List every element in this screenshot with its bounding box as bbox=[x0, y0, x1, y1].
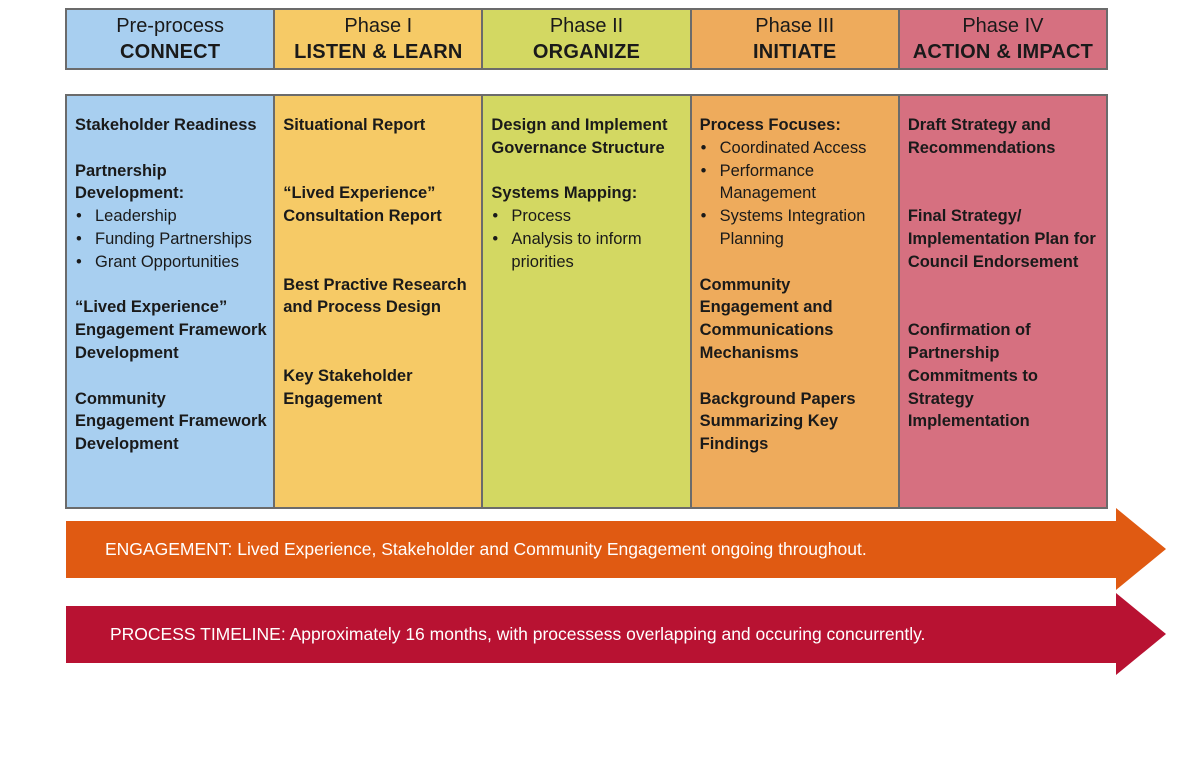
bullet-item: • Process bbox=[491, 205, 683, 228]
phase-content-row bbox=[65, 94, 1108, 509]
header-phase-1 bbox=[275, 10, 483, 68]
header-phase-name: LISTEN & LEARN bbox=[294, 41, 463, 63]
content-phase-4 bbox=[900, 96, 1106, 507]
content-block bbox=[908, 114, 1100, 160]
block-title: Stakeholder Readiness bbox=[75, 116, 257, 134]
content-block bbox=[700, 114, 892, 251]
content-block bbox=[491, 182, 683, 273]
engagement-text: ENGAGEMENT: Lived Experience, Stakeholder and Community Engagement ongoing throughout. bbox=[105, 538, 867, 559]
header-preprocess bbox=[67, 10, 275, 68]
block-title: Design and Implement Governance Structure bbox=[491, 116, 668, 157]
content-preprocess bbox=[67, 96, 275, 507]
block-title: “Lived Experience” Consultation Report bbox=[283, 184, 442, 226]
content-block bbox=[283, 182, 475, 228]
content-block bbox=[700, 274, 892, 365]
block-title: Community Engagement Framework Development bbox=[75, 389, 267, 454]
block-title: Systems Mapping: bbox=[491, 184, 638, 203]
header-phase-name: ORGANIZE bbox=[532, 41, 641, 63]
timeline-arrow bbox=[66, 593, 1166, 675]
block-title: Key Stakeholder Engagement bbox=[283, 366, 413, 408]
phase-header-row bbox=[65, 8, 1108, 70]
content-block bbox=[75, 160, 267, 274]
header-phase-label: Phase I bbox=[344, 15, 413, 37]
content-block bbox=[283, 365, 475, 411]
header-phase-label: Pre-process bbox=[116, 15, 224, 37]
content-block bbox=[75, 114, 267, 137]
bullet-item: • Funding Partnerships bbox=[75, 228, 267, 251]
bullet-item: • Systems Integration Planning bbox=[700, 205, 892, 251]
block-title: Confirmation of Partnership Commitments to Strategy Implementation bbox=[907, 321, 1038, 431]
content-block bbox=[283, 274, 475, 320]
bullet-item: • Performance Management bbox=[700, 160, 892, 206]
bullet-item: • Coordinated Access bbox=[700, 137, 892, 160]
header-phase-label: Phase III bbox=[755, 15, 835, 37]
block-title: Process Focuses: bbox=[699, 116, 841, 134]
header-phase-label: Phase IV bbox=[962, 15, 1044, 37]
content-block bbox=[908, 205, 1100, 273]
block-title: Best Practive Research and Process Design bbox=[283, 275, 467, 317]
header-phase-name: CONNECT bbox=[119, 41, 221, 63]
header-phase-4 bbox=[900, 10, 1106, 68]
bullet-list bbox=[75, 205, 267, 273]
block-title: Background Papers Summarizing Key Findings bbox=[699, 389, 856, 454]
block-title: Final Strategy/ Implementation Plan for Council Endorsement bbox=[907, 207, 1096, 271]
header-phase-name: INITIATE bbox=[752, 41, 837, 63]
content-block bbox=[75, 296, 267, 364]
header-phase-label: Phase II bbox=[549, 15, 624, 37]
bullet-item: • Leadership bbox=[75, 205, 267, 228]
timeline-text: PROCESS TIMELINE: Approximately 16 months, with processess overlapping and occuring concurrently. bbox=[110, 623, 926, 644]
block-title: Draft Strategy and Recommendations bbox=[907, 116, 1056, 157]
content-block bbox=[700, 388, 892, 456]
content-phase-3 bbox=[692, 96, 900, 507]
header-phase-2 bbox=[483, 10, 691, 68]
bullet-item: • Grant Opportunities bbox=[75, 251, 267, 274]
content-block bbox=[908, 319, 1100, 433]
content-block bbox=[491, 114, 683, 160]
bullet-list bbox=[491, 205, 683, 273]
header-phase-3 bbox=[692, 10, 900, 68]
content-phase-1 bbox=[275, 96, 483, 507]
content-phase-2 bbox=[483, 96, 691, 507]
bullet-item: • Analysis to inform priorities bbox=[491, 228, 683, 274]
bullet-list bbox=[700, 137, 892, 251]
content-block bbox=[75, 388, 267, 456]
content-block bbox=[283, 114, 475, 137]
block-title: Community Engagement and Communications Mechanisms bbox=[699, 275, 834, 362]
engagement-arrow bbox=[66, 508, 1166, 590]
block-title: Situational Report bbox=[283, 116, 426, 134]
header-phase-name: ACTION & IMPACT bbox=[912, 41, 1094, 63]
block-title: Partnership Development: bbox=[75, 161, 185, 203]
block-title: “Lived Experience” Engagement Framework Development bbox=[75, 298, 267, 362]
